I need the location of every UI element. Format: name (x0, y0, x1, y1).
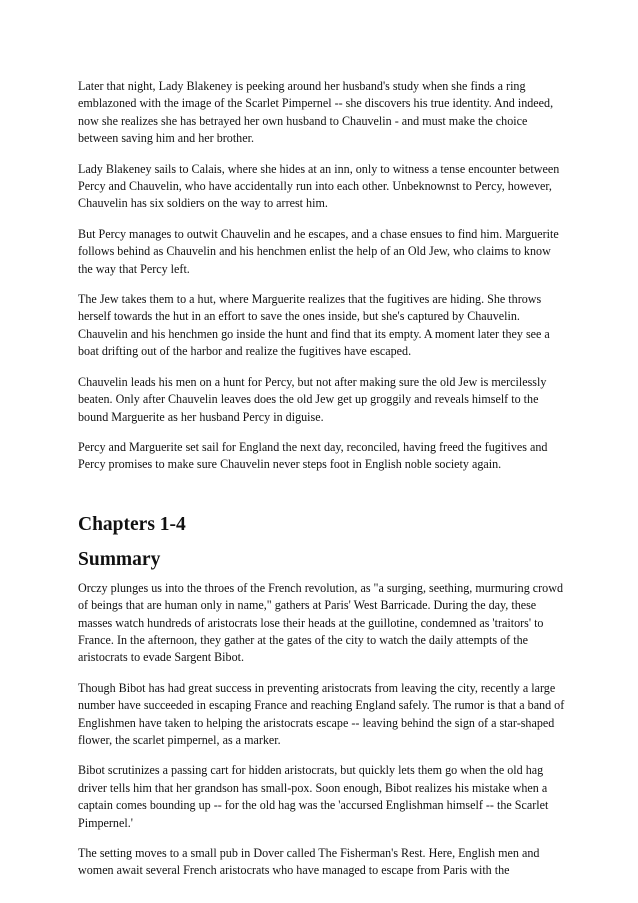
paragraph-chase: But Percy manages to outwit Chauvelin and he escapes, and a chase ensues to find him. Marguerite follows behind as Chauvelin and his henchmen enlist the help of an Old Jew, who claims to know the way that Percy left. (78, 226, 559, 276)
paragraph-dover: The setting moves to a small pub in Dover called The Fisherman's Rest. Here, English men and women await several French aristocrats who have managed to escape from Paris with the (78, 846, 540, 878)
paragraph-calais: Lady Blakeney sails to Calais, where she hides at an inn, only to witness a tense encounter between Percy and Chauvelin, who have accidentally run into each other. Unbeknownst to Percy, however, Chauvelin has six soldiers on the way to arrest him. (78, 161, 560, 211)
chapter-heading: Chapters 1-4 (78, 513, 186, 535)
paragraph-ring-discovery: Later that night, Lady Blakeney is peeking around her husband's study when she finds a ring emblazoned with the image of the Scarlet Pimpernel -- she discovers his true identity. And indeed, now she realizes she has betrayed her own husband to Chauvelin - and must make the choice between saving him and her brother. (78, 79, 554, 146)
paragraph-disguise: Chauvelin leads his men on a hunt for Percy, but not after making sure the old Jew is mercilessly beaten. Only after Chauvelin leaves does the old Jew get up groggily and reveals himself to the bound Marguerite as her husband Percy in diguise. (78, 374, 547, 424)
summary-heading: Summary (78, 548, 161, 570)
paragraph-bibot: Though Bibot has had great success in preventing aristocrats from leaving the city, recently a large number have succeeded in escaping France and reaching England safely. The rumor is that a band of Englishmen have taken to helping the aristocrats escape -- leaving behind the sign of a star-shaped flower, the scarlet pimpernel, as a marker. (78, 680, 565, 747)
section-spacer (78, 487, 568, 513)
paragraph-reconciled: Percy and Marguerite set sail for England the next day, reconciled, having freed the fugitives and Percy promises to make sure Chauvelin never steps foot in English noble society again. (78, 439, 548, 472)
paragraph-hut: The Jew takes them to a hut, where Marguerite realizes that the fugitives are hiding. She throws herself towards the hut in an effort to save the ones inside, but she's captured by Chauvelin. Chauvelin and his henchmen go inside the hunt and find that its empty. A moment later they see a boat drifting out of the harbor and realize the fugitives have escaped. (78, 292, 550, 359)
paragraph-cart: Bibot scrutinizes a passing cart for hidden aristocrats, but quickly lets them go when the old hag driver tells him that her grandson has small-pox. Soon enough, Bibot realizes his mistake when a captain comes bounding up -- for the old hag was the 'accursed Englishman himself -- the Scarlet Pimpernel.' (78, 763, 549, 830)
paragraph-revolution: Orczy plunges us into the throes of the French revolution, as "a surging, seething, murmuring crowd of beings that are human only in name," gathers at Paris' West Barricade. During the day, these masses watch hundreds of aristocrats lose their heads at the guillotine, condemned as 'traitors' to France. In the afternoon, they gather at the gates of the city to watch the daily attempts of the aristocrats to evade Sargent Bibot. (78, 580, 564, 665)
document-page (78, 78, 568, 893)
